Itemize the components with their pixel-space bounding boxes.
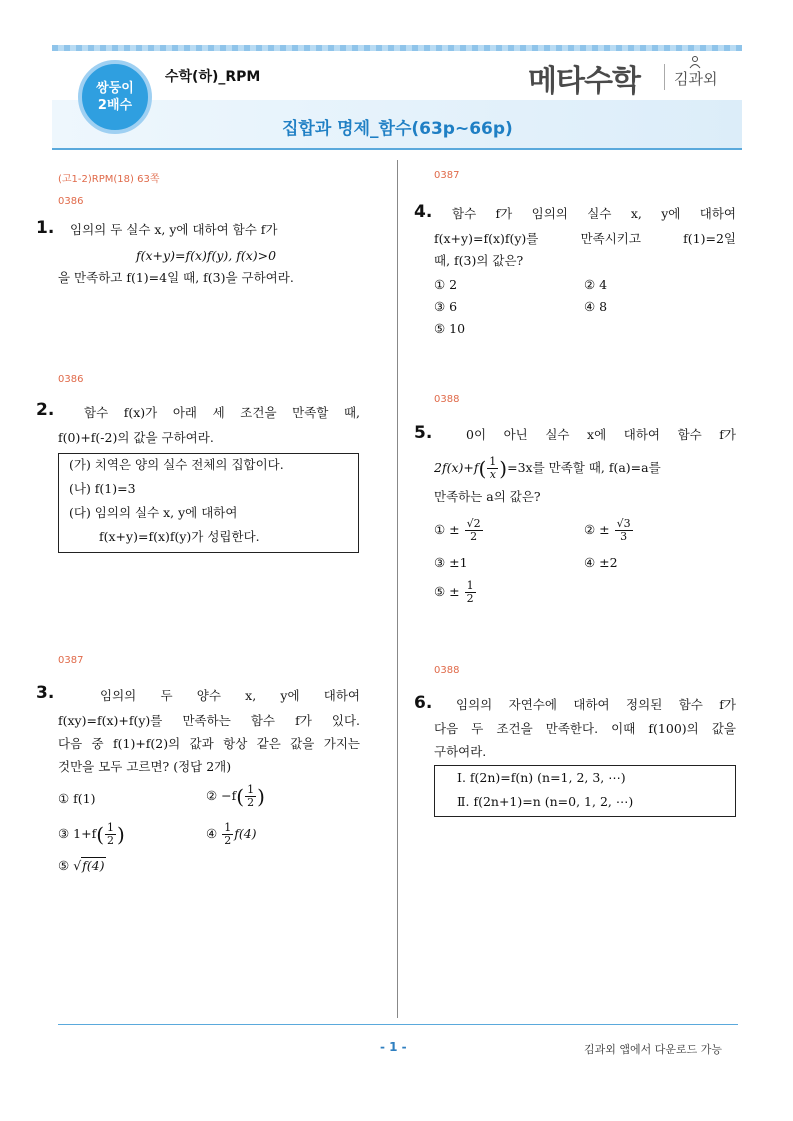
- q6-line3: 구하여라.: [434, 744, 487, 759]
- source-label: (고1-2)RPM(18) 63쪽: [58, 174, 160, 185]
- q6-condition-box: [434, 765, 736, 817]
- download-note: 김과외 앱에서 다운로드 가능: [584, 1043, 723, 1056]
- q3-choice3: ③ 1+f( $\frac{1}{2}$ ): [58, 821, 125, 847]
- brand-logo: 메타수학: [528, 64, 640, 99]
- q4-choice2: ② 4: [584, 277, 608, 292]
- page-number: - 1 -: [380, 1040, 407, 1054]
- q6-cond2: Ⅱ. f(2n+1)=n (n=0, 1, 2, ⋯): [457, 794, 634, 809]
- q3-choice4-label: ④: [206, 826, 218, 841]
- q3-number: 3.: [36, 683, 55, 703]
- q2-line2: f(0)+f(-2)의 값을 구하여라.: [58, 430, 214, 445]
- q3-line4: 것만을 모두 고르면? (정답 2개): [58, 759, 232, 774]
- q5-line3: 만족하는 a의 값은?: [434, 489, 541, 504]
- q2-cond4: f(x+y)=f(x)f(y)가 성립한다.: [99, 529, 260, 544]
- q5-choice1: ① ± $\frac{√2}{2}$: [434, 517, 481, 543]
- q5-number: 5.: [414, 423, 433, 443]
- q5-line1: 0이 아닌 실수 x에 대하여 함수 f가: [466, 427, 736, 442]
- q3-choice2: ② −f( $\frac{1}{2}$ ): [206, 783, 265, 809]
- q3-line3: 다음 중 f(1)+f(2)의 값과 항상 같은 값을 가지는: [58, 736, 360, 751]
- q3-choice1: ① f(1): [58, 791, 96, 806]
- chapter-title: 집합과 명제_함수(63p~66p): [282, 119, 513, 139]
- q6-number: 6.: [414, 693, 433, 713]
- q5-choice2-frac: $\frac{√3}{3}$: [616, 517, 631, 543]
- q3-code: 0387: [58, 655, 84, 666]
- q4-line2: f(x+y)=f(x)f(y)를 만족시키고 f(1)=2일: [434, 231, 736, 246]
- q4-choice3: ③ 6: [434, 299, 458, 314]
- q5-line2: 2f(x)+f( $\frac{1}{x}$ )=3x를 만족할 때, f(a)=a를: [434, 455, 661, 481]
- q3-line1: 임의의 두 양수 x, y에 대하여: [100, 688, 360, 703]
- q4-code: 0387: [434, 170, 460, 181]
- footer-line: [58, 1024, 738, 1025]
- q3-choice4-frac: $\frac{1}{2}$: [224, 821, 232, 847]
- q3-choice3-frac: $\frac{1}{2}$: [107, 821, 115, 847]
- q1-number: 1.: [36, 218, 55, 238]
- q6-cond1: Ⅰ. f(2n)=f(n) (n=1, 2, 3, ⋯): [457, 770, 626, 785]
- badge-line1: 쌍둥이: [96, 81, 134, 96]
- q1-code: 0386: [58, 196, 84, 207]
- top-stripe: [52, 45, 742, 51]
- q3-line2: f(xy)=f(x)+f(y)를 만족하는 함수 f가 있다.: [58, 713, 360, 728]
- q6-code: 0388: [434, 665, 460, 676]
- q5-choice4: ④ ±2: [584, 555, 618, 570]
- q4-line1: 함수 f가 임의의 실수 x, y에 대하여: [452, 206, 736, 221]
- q3-choice2-label: ② −f: [206, 788, 237, 803]
- q5-choice5: ⑤ ± $\frac{1}{2}$: [434, 579, 474, 605]
- column-divider: [397, 160, 398, 1018]
- q2-condition-box: [58, 453, 359, 553]
- badge-line2: 2배수: [97, 98, 133, 113]
- q5-choice2: ② ± $\frac{√3}{3}$: [584, 517, 631, 543]
- person-icon: [688, 55, 702, 69]
- q5-choice3: ③ ±1: [434, 555, 468, 570]
- q1-line3: 을 만족하고 f(1)=4일 때, f(3)을 구하여라.: [58, 270, 294, 285]
- q2-number: 2.: [36, 400, 55, 420]
- q4-number: 4.: [414, 202, 433, 222]
- q6-line1: 임의의 자연수에 대하여 정의된 함수 f가: [456, 697, 736, 712]
- q2-cond3: (다) 임의의 실수 x, y에 대하여: [69, 505, 238, 520]
- twin-badge: [78, 60, 152, 134]
- q3-choice2-frac: $\frac{1}{2}$: [247, 783, 255, 809]
- subject-title: 수학(하)_RPM: [165, 69, 261, 85]
- q3-choice4: ④ $\frac{1}{2}$ f(4): [206, 821, 257, 847]
- q5-choice1-frac: $\frac{√2}{2}$: [466, 517, 481, 543]
- q3-choice3-label: ③ 1+f: [58, 826, 97, 841]
- q5-choice5-frac: $\frac{1}{2}$: [466, 579, 474, 605]
- q6-line2: 다음 두 조건을 만족한다. 이때 f(100)의 값을: [434, 721, 736, 736]
- q2-code: 0386: [58, 374, 84, 385]
- q2-cond2: (나) f(1)=3: [69, 481, 136, 496]
- q1-line1: 임의의 두 실수 x, y에 대하여 함수 f가: [70, 222, 278, 237]
- q4-choice1: ① 2: [434, 277, 458, 292]
- q2-line1: 함수 f(x)가 아래 세 조건을 만족할 때,: [84, 405, 360, 420]
- q1-equation: f(x+y)=f(x)f(y), f(x)>0: [136, 248, 277, 263]
- brand-sub-logo: 김과외: [674, 70, 718, 88]
- q3-choice5-label: ⑤: [58, 858, 70, 873]
- q2-cond1: (가) 치역은 양의 실수 전체의 집합이다.: [69, 457, 284, 472]
- brand-divider: [664, 64, 665, 90]
- q4-line3: 때, f(3)의 값은?: [434, 253, 524, 268]
- q5-frac-1-over-x: $\frac{1}{x}$: [489, 455, 497, 481]
- q4-choice5: ⑤ 10: [434, 321, 466, 336]
- q3-choice5: ⑤ √f(4): [58, 858, 105, 873]
- q5-code: 0388: [434, 394, 460, 405]
- q4-choice4: ④ 8: [584, 299, 608, 314]
